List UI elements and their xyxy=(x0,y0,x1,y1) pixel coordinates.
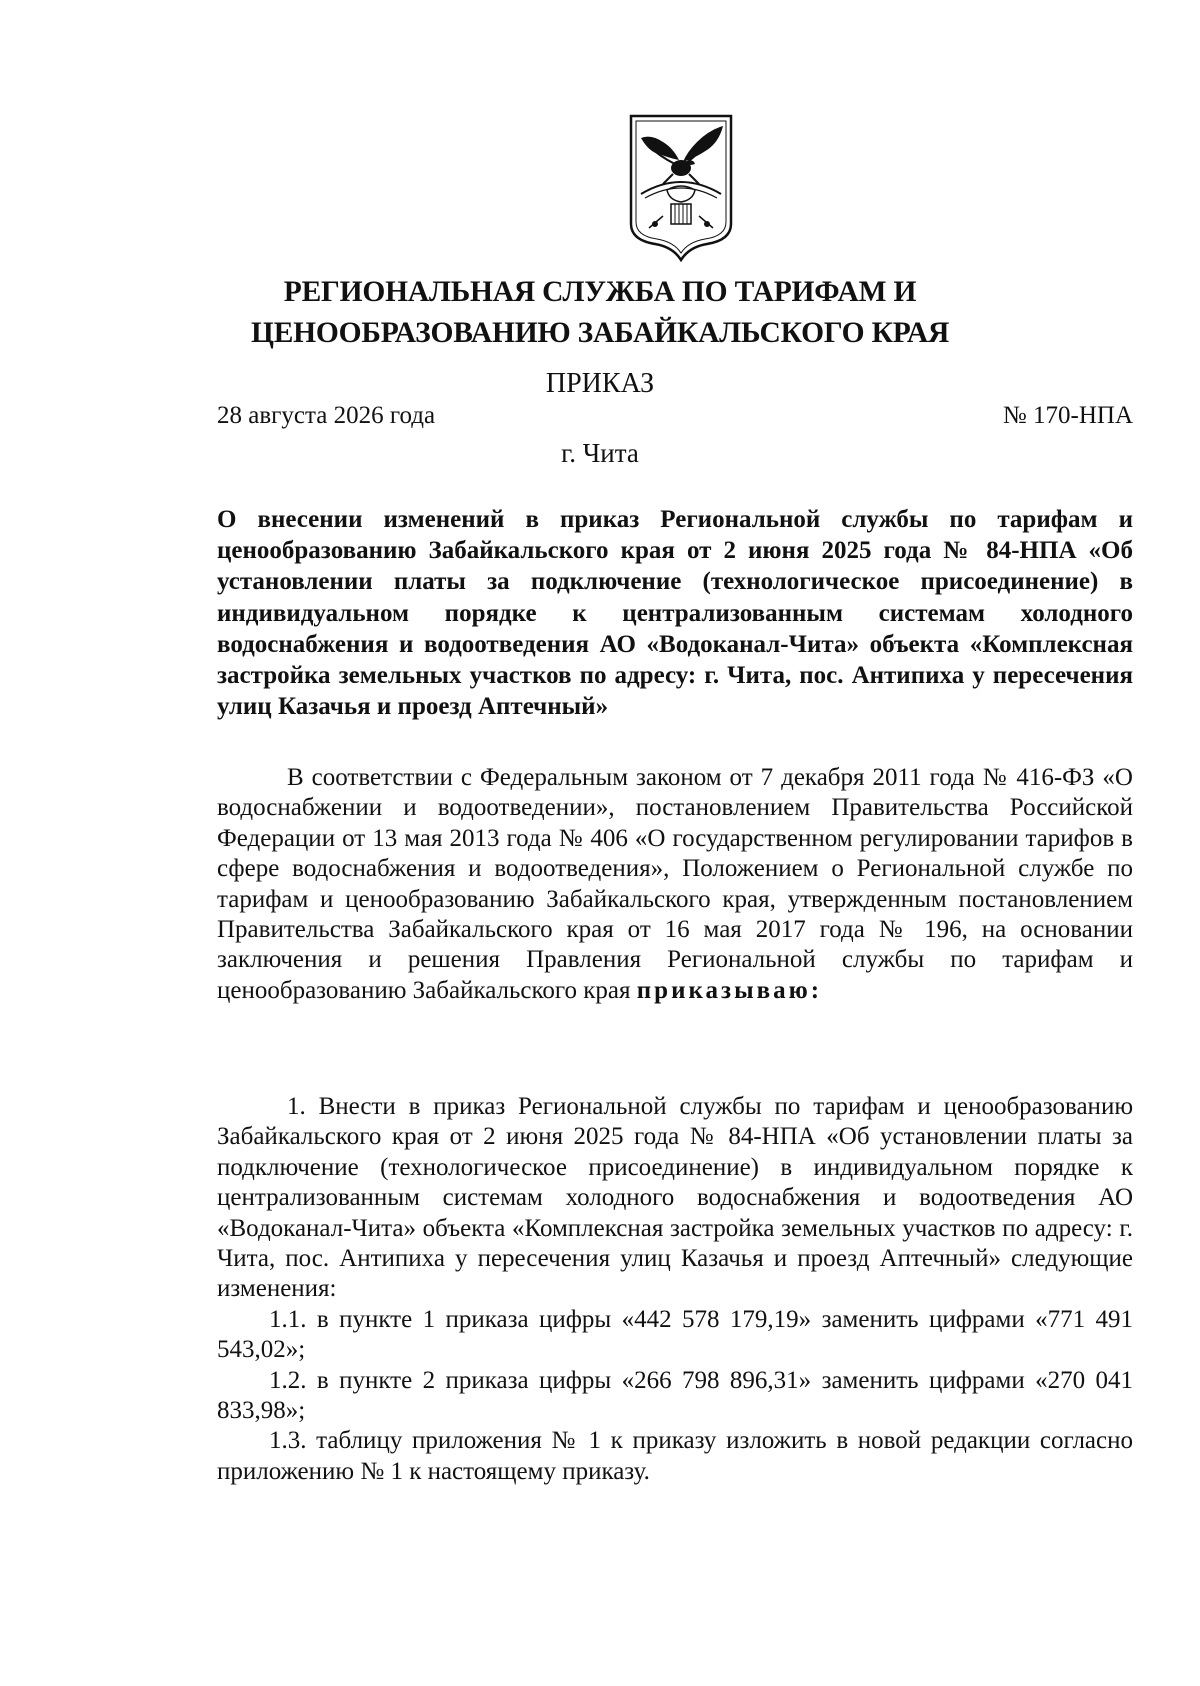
document-subject xyxy=(217,504,1133,722)
coat-of-arms-icon xyxy=(627,112,735,262)
order-item-1-2: 1.2. в пункте 2 приказа цифры «266 798 896,31» заменить цифрами «270 041 833,98»; xyxy=(217,1366,1133,1425)
document-type: ПРИКАЗ xyxy=(545,368,655,399)
organization-title-line-2: ЦЕНООБРАЗОВАНИЮ ЗАБАЙКАЛЬСКОГО КРАЯ xyxy=(250,317,950,349)
order-item-1-3: 1.3. таблицу приложения № 1 к приказу изложить в новой редакции согласно приложению № 1 к настоящему приказу. xyxy=(217,1427,1133,1485)
preamble xyxy=(217,763,1133,1006)
order-item-1: 1. Внести в приказ Региональной службы по тарифам и ценообразованию Забайкальского края от 2 июня 2025 года № 84-НПА «Об установлении платы за подключение (технологическое присоединение) в индивидуальном порядке к централизованным системам холодного водоснабжения и водоотведения АО «Водоканал-Чита» объекта «Комплексная застройка земельных участков по адресу: г. Чита, пос. Антипиха у пересечения улиц Казачья и проезд Аптечный» следующие изменения: xyxy=(217,1093,1133,1303)
document-city: г. Чита xyxy=(561,438,639,468)
preamble-paragraph xyxy=(217,763,1133,1006)
order-items xyxy=(217,1092,1133,1487)
document-date: 28 августа 2026 года xyxy=(217,402,436,429)
document-number: № 170-НПА xyxy=(1002,402,1133,429)
preamble-text: В соответствии с Федеральным законом от 7 декабря 2011 года № 416-ФЗ «О водоснабжении и водоотведении», постановлением Правительства Российской Федерации от 13 мая 2013 года № 406 «О государственном регулировании тарифов в сфере водоснабжения и водоотведения», Положением о Региональной службе по тарифам и ценообразованию Забайкальского края, утвержденным постановлением Правительства Забайкальского края от 16 мая 2017 года № 196, на основании заключения и решения Правления Региональной службы по тарифам и ценообразованию Забайкальского края xyxy=(217,764,1133,1004)
preamble-emphasis: приказываю: xyxy=(636,976,823,1004)
organization-title xyxy=(0,272,1200,354)
order-item-1-1: 1.1. в пункте 1 приказа цифры «442 578 179,19» заменить цифрами «771 491 543,02»; xyxy=(217,1305,1133,1364)
subject-text: О внесении изменений в приказ Региональной службы по тарифам и ценообразованию Забайкальского края от 2 июня 2025 года № 84-НПА «Об установлении платы за подключение (технологическое присоединение) в индивидуальном порядке к централизованным системам холодного водоснабжения и водоотведения АО «Водоканал-Чита» объекта «Комплексная застройка земельных участков по адресу: г. Чита, пос. Антипиха у пересечения улиц Казачья и проезд Аптечный» xyxy=(217,506,1133,721)
organization-title-line-1: РЕГИОНАЛЬНАЯ СЛУЖБА ПО ТАРИФАМ И xyxy=(283,276,917,308)
